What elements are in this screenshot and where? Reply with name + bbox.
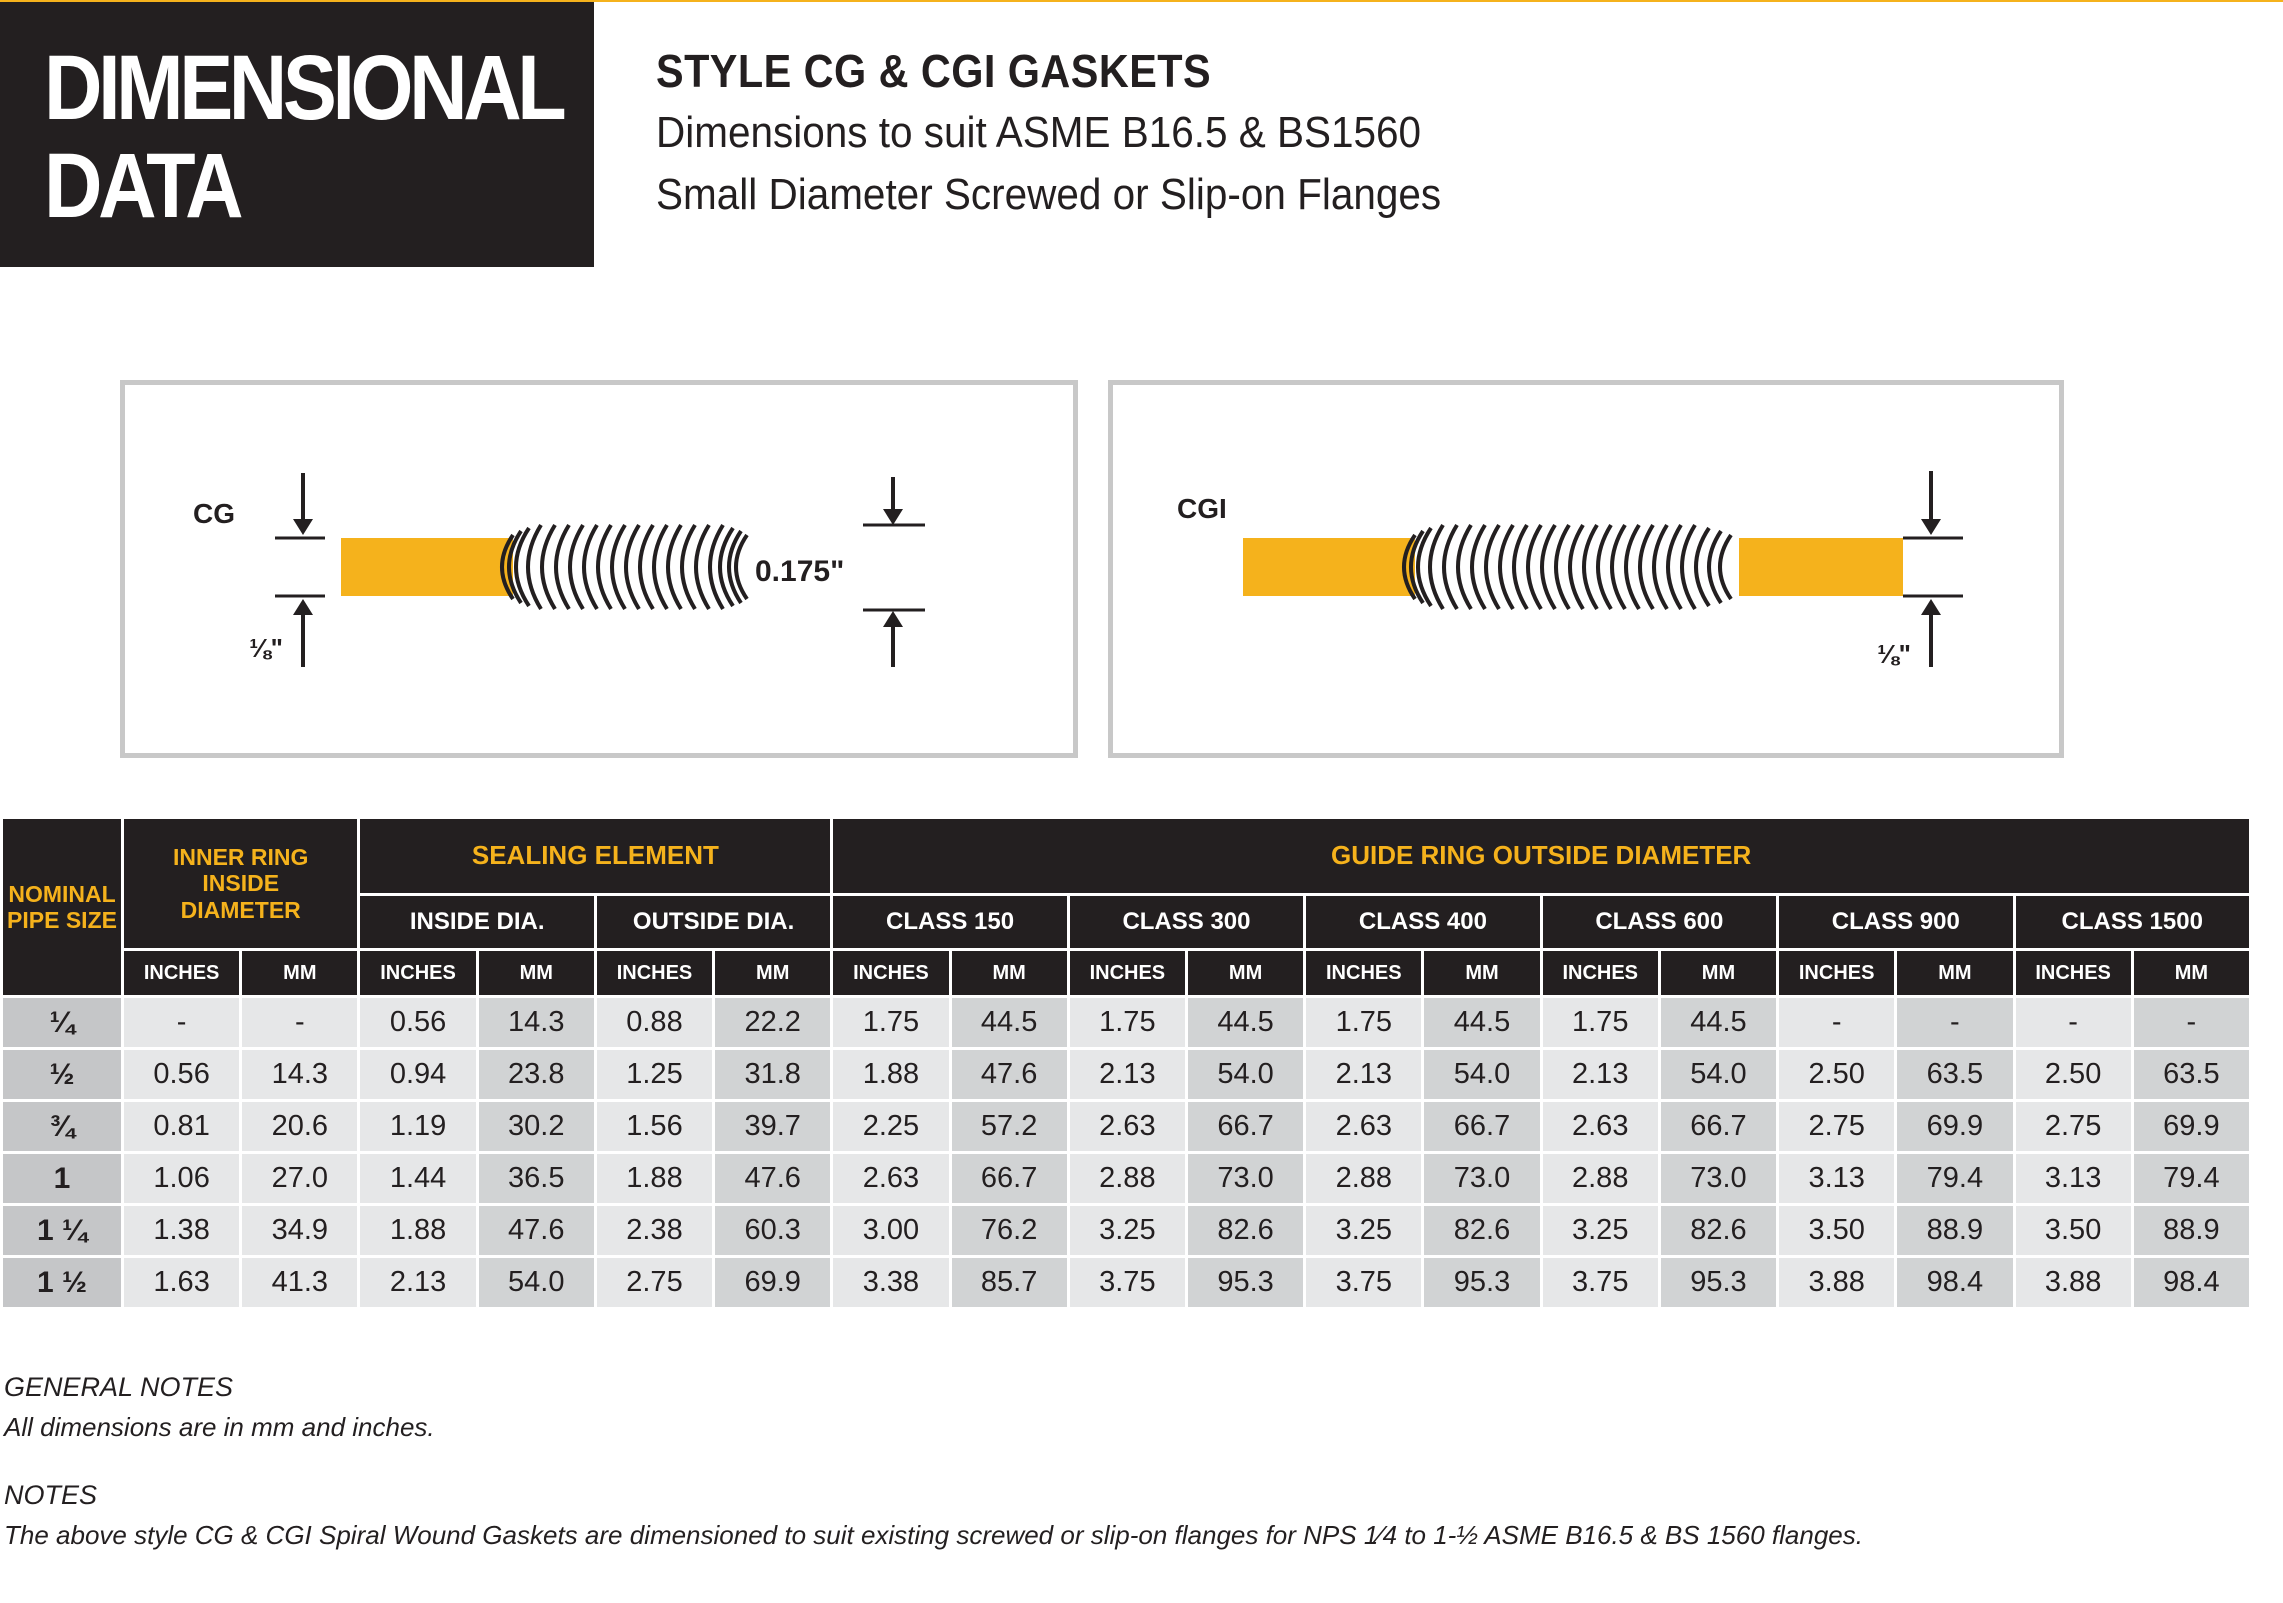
- table-cell: 66.7: [1188, 1102, 1303, 1151]
- cgi-spiral-winding: [1404, 525, 1731, 609]
- table-cell: 82.6: [1661, 1206, 1776, 1255]
- table-cell: 88.9: [2134, 1206, 2249, 1255]
- table-cell: 95.3: [1424, 1258, 1539, 1307]
- table-cell: 54.0: [1661, 1050, 1776, 1099]
- cg-spiral-winding: [502, 525, 747, 609]
- table-cell: 14.3: [479, 998, 594, 1047]
- table-cell: 1.88: [833, 1050, 948, 1099]
- unit-header-mm: MM: [952, 951, 1067, 995]
- table-cell: 3.75: [1306, 1258, 1421, 1307]
- pipe-size-cell: ½: [3, 1050, 121, 1099]
- table-cell: 82.6: [1188, 1206, 1303, 1255]
- unit-header-mm: MM: [1424, 951, 1539, 995]
- table-cell: 57.2: [952, 1102, 1067, 1151]
- unit-header-mm: MM: [242, 951, 357, 995]
- unit-header-mm: MM: [715, 951, 830, 995]
- table-row: [3, 998, 2249, 1047]
- table-cell: 79.4: [2134, 1154, 2249, 1203]
- table-cell: 1.75: [1306, 998, 1421, 1047]
- subtitle-line-standards: Dimensions to suit ASME B16.5 & BS1560: [656, 108, 1422, 157]
- table-cell: 2.75: [1779, 1102, 1894, 1151]
- table-cell: 85.7: [952, 1258, 1067, 1307]
- unit-header-mm: MM: [1661, 951, 1776, 995]
- pipe-size-cell: ¼: [3, 998, 121, 1047]
- page-title-line-2: DATA: [44, 135, 240, 237]
- cg-label: CG: [193, 498, 235, 529]
- header-class-1500: CLASS 1500: [2016, 896, 2250, 948]
- subtitle-line-flanges: Small Diameter Screwed or Slip-on Flanges: [656, 170, 1442, 219]
- table-cell: 44.5: [1188, 998, 1303, 1047]
- table-cell: 2.88: [1306, 1154, 1421, 1203]
- table-cell: 2.13: [1306, 1050, 1421, 1099]
- table-cell: 34.9: [242, 1206, 357, 1255]
- table-cell: 44.5: [1424, 998, 1539, 1047]
- table-cell: 2.63: [1543, 1102, 1658, 1151]
- header-nominal-pipe-size: NOMINAL PIPE SIZE: [3, 819, 121, 995]
- table-cell: 31.8: [715, 1050, 830, 1099]
- cg-ring-thickness-label: ⅛": [249, 633, 284, 663]
- table-cell: 39.7: [715, 1102, 830, 1151]
- header-inside-dia: INSIDE DIA.: [360, 896, 593, 948]
- table-cell: 66.7: [1424, 1102, 1539, 1151]
- header-sealing-element: SEALING ELEMENT: [360, 819, 830, 893]
- table-cell: 73.0: [1661, 1154, 1776, 1203]
- unit-header-inches: INCHES: [1306, 951, 1421, 995]
- unit-header-inches: INCHES: [597, 951, 712, 995]
- table-cell: 36.5: [479, 1154, 594, 1203]
- table-cell: 3.88: [2016, 1258, 2131, 1307]
- document-subtitle: STYLE CG & CGI GASKETS: [656, 45, 1212, 97]
- table-cell: 22.2: [715, 998, 830, 1047]
- table-cell: 54.0: [1188, 1050, 1303, 1099]
- table-cell: 44.5: [1661, 998, 1776, 1047]
- table-cell: 2.63: [1306, 1102, 1421, 1151]
- table-cell: 73.0: [1424, 1154, 1539, 1203]
- unit-header-inches: INCHES: [1543, 951, 1658, 995]
- table-cell: 54.0: [1424, 1050, 1539, 1099]
- table-cell: 69.9: [2134, 1102, 2249, 1151]
- table-cell: 30.2: [479, 1102, 594, 1151]
- table-cell: 3.75: [1543, 1258, 1658, 1307]
- unit-header-mm: MM: [1897, 951, 2012, 995]
- table-cell: 76.2: [952, 1206, 1067, 1255]
- cgi-label: CGI: [1177, 493, 1227, 524]
- header-class-900: CLASS 900: [1779, 896, 2012, 948]
- table-cell: 2.75: [2016, 1102, 2131, 1151]
- table-cell: 41.3: [242, 1258, 357, 1307]
- table-cell: 0.94: [360, 1050, 475, 1099]
- table-cell: 1.19: [360, 1102, 475, 1151]
- unit-header-inches: INCHES: [2016, 951, 2131, 995]
- table-cell: 66.7: [952, 1154, 1067, 1203]
- table-cell: 47.6: [715, 1154, 830, 1203]
- table-cell: -: [1779, 998, 1894, 1047]
- unit-header-inches: INCHES: [1779, 951, 1894, 995]
- cgi-guide-ring: [1739, 538, 1903, 596]
- table-cell: -: [2134, 998, 2249, 1047]
- table-cell: 60.3: [715, 1206, 830, 1255]
- title-block: [0, 2, 594, 267]
- unit-header-inches: INCHES: [124, 951, 239, 995]
- table-cell: 2.13: [360, 1258, 475, 1307]
- table-cell: 0.56: [124, 1050, 239, 1099]
- table-cell: 1.38: [124, 1206, 239, 1255]
- table-cell: 3.25: [1070, 1206, 1185, 1255]
- table-cell: 2.13: [1070, 1050, 1185, 1099]
- table-cell: 73.0: [1188, 1154, 1303, 1203]
- table-cell: 2.38: [597, 1206, 712, 1255]
- table-cell: 69.9: [1897, 1102, 2012, 1151]
- table-cell: 82.6: [1424, 1206, 1539, 1255]
- pipe-size-cell: 1 ½: [3, 1258, 121, 1307]
- table-cell: 3.13: [1779, 1154, 1894, 1203]
- table-cell: -: [242, 998, 357, 1047]
- table-cell: 3.25: [1306, 1206, 1421, 1255]
- table-cell: 20.6: [242, 1102, 357, 1151]
- table-cell: 1.56: [597, 1102, 712, 1151]
- table-cell: 2.50: [1779, 1050, 1894, 1099]
- table-cell: 1.44: [360, 1154, 475, 1203]
- table-row: [3, 1154, 2249, 1203]
- header-outside-dia: OUTSIDE DIA.: [597, 896, 830, 948]
- notes-heading: NOTES: [4, 1480, 98, 1510]
- header-class-300: CLASS 300: [1070, 896, 1303, 948]
- table-cell: -: [1897, 998, 2012, 1047]
- table-cell: 88.9: [1897, 1206, 2012, 1255]
- table-cell: 0.81: [124, 1102, 239, 1151]
- table-cell: 95.3: [1661, 1258, 1776, 1307]
- table-cell: 1.75: [1070, 998, 1185, 1047]
- table-cell: 2.88: [1543, 1154, 1658, 1203]
- table-cell: 3.00: [833, 1206, 948, 1255]
- table-cell: 3.50: [1779, 1206, 1894, 1255]
- table-cell: 1.88: [597, 1154, 712, 1203]
- table-cell: 1.88: [360, 1206, 475, 1255]
- cg-thickness-label: 0.175": [755, 555, 845, 588]
- cgi-cross-section-drawing: [1113, 385, 2059, 753]
- pipe-size-cell: ¾: [3, 1102, 121, 1151]
- table-row: [3, 1258, 2249, 1307]
- table-cell: 2.13: [1543, 1050, 1658, 1099]
- table-cell: 3.25: [1543, 1206, 1658, 1255]
- unit-header-inches: INCHES: [833, 951, 948, 995]
- table-cell: 27.0: [242, 1154, 357, 1203]
- table-row: [3, 1102, 2249, 1151]
- cg-guide-ring: [341, 538, 513, 596]
- header-guide-ring-od: GUIDE RING OUTSIDE DIAMETER: [833, 819, 2249, 893]
- header-inner-ring: INNER RING INSIDE DIAMETER: [124, 819, 357, 948]
- table-cell: 47.6: [479, 1206, 594, 1255]
- general-notes-text: All dimensions are in mm and inches.: [4, 1412, 435, 1442]
- table-cell: 2.75: [597, 1258, 712, 1307]
- table-cell: 54.0: [479, 1258, 594, 1307]
- cg-cross-section-drawing: [125, 385, 1073, 753]
- unit-header-mm: MM: [479, 951, 594, 995]
- table-cell: 2.25: [833, 1102, 948, 1151]
- table-cell: -: [124, 998, 239, 1047]
- table-cell: 98.4: [1897, 1258, 2012, 1307]
- table-cell: 47.6: [952, 1050, 1067, 1099]
- table-cell: 0.56: [360, 998, 475, 1047]
- table-cell: 1.63: [124, 1258, 239, 1307]
- table-cell: 1.75: [1543, 998, 1658, 1047]
- unit-header-mm: MM: [1188, 951, 1303, 995]
- notes-text: The above style CG & CGI Spiral Wound Gaskets are dimensioned to suit existing screwed or slip-on flanges for NPS 1⁄4 to 1-½ ASME B16.5 & BS 1560 flanges.: [4, 1520, 1863, 1550]
- table-cell: 1.06: [124, 1154, 239, 1203]
- table-cell: -: [2016, 998, 2131, 1047]
- unit-header-inches: INCHES: [360, 951, 475, 995]
- dimensions-table: [0, 816, 2252, 1310]
- table-row: [3, 1050, 2249, 1099]
- table-cell: 14.3: [242, 1050, 357, 1099]
- table-row: [3, 1206, 2249, 1255]
- header-class-150: CLASS 150: [833, 896, 1066, 948]
- table-cell: 3.50: [2016, 1206, 2131, 1255]
- header-class-600: CLASS 600: [1543, 896, 1776, 948]
- table-cell: 3.13: [2016, 1154, 2131, 1203]
- table-cell: 69.9: [715, 1258, 830, 1307]
- table-cell: 95.3: [1188, 1258, 1303, 1307]
- pipe-size-cell: 1 ¼: [3, 1206, 121, 1255]
- table-cell: 1.75: [833, 998, 948, 1047]
- table-cell: 0.88: [597, 998, 712, 1047]
- cg-gasket-diagram: [120, 380, 1078, 758]
- table-cell: 2.63: [833, 1154, 948, 1203]
- cgi-ring-thickness-label: ⅛": [1877, 639, 1912, 669]
- table-cell: 2.50: [2016, 1050, 2131, 1099]
- table-cell: 3.38: [833, 1258, 948, 1307]
- table-cell: 2.88: [1070, 1154, 1185, 1203]
- table-cell: 23.8: [479, 1050, 594, 1099]
- unit-header-mm: MM: [2134, 951, 2249, 995]
- table-cell: 3.75: [1070, 1258, 1185, 1307]
- pipe-size-cell: 1: [3, 1154, 121, 1203]
- cgi-gasket-diagram: [1108, 380, 2064, 758]
- table-cell: 98.4: [2134, 1258, 2249, 1307]
- table-cell: 44.5: [952, 998, 1067, 1047]
- table-cell: 3.88: [1779, 1258, 1894, 1307]
- table-cell: 2.63: [1070, 1102, 1185, 1151]
- table-cell: 63.5: [2134, 1050, 2249, 1099]
- page-title-line-1: DIMENSIONAL: [44, 37, 563, 139]
- table-cell: 66.7: [1661, 1102, 1776, 1151]
- cgi-inner-ring: [1243, 538, 1415, 596]
- table-cell: 63.5: [1897, 1050, 2012, 1099]
- general-notes-heading: GENERAL NOTES: [4, 1372, 234, 1402]
- table-cell: 79.4: [1897, 1154, 2012, 1203]
- table-cell: 1.25: [597, 1050, 712, 1099]
- header-class-400: CLASS 400: [1306, 896, 1539, 948]
- unit-header-inches: INCHES: [1070, 951, 1185, 995]
